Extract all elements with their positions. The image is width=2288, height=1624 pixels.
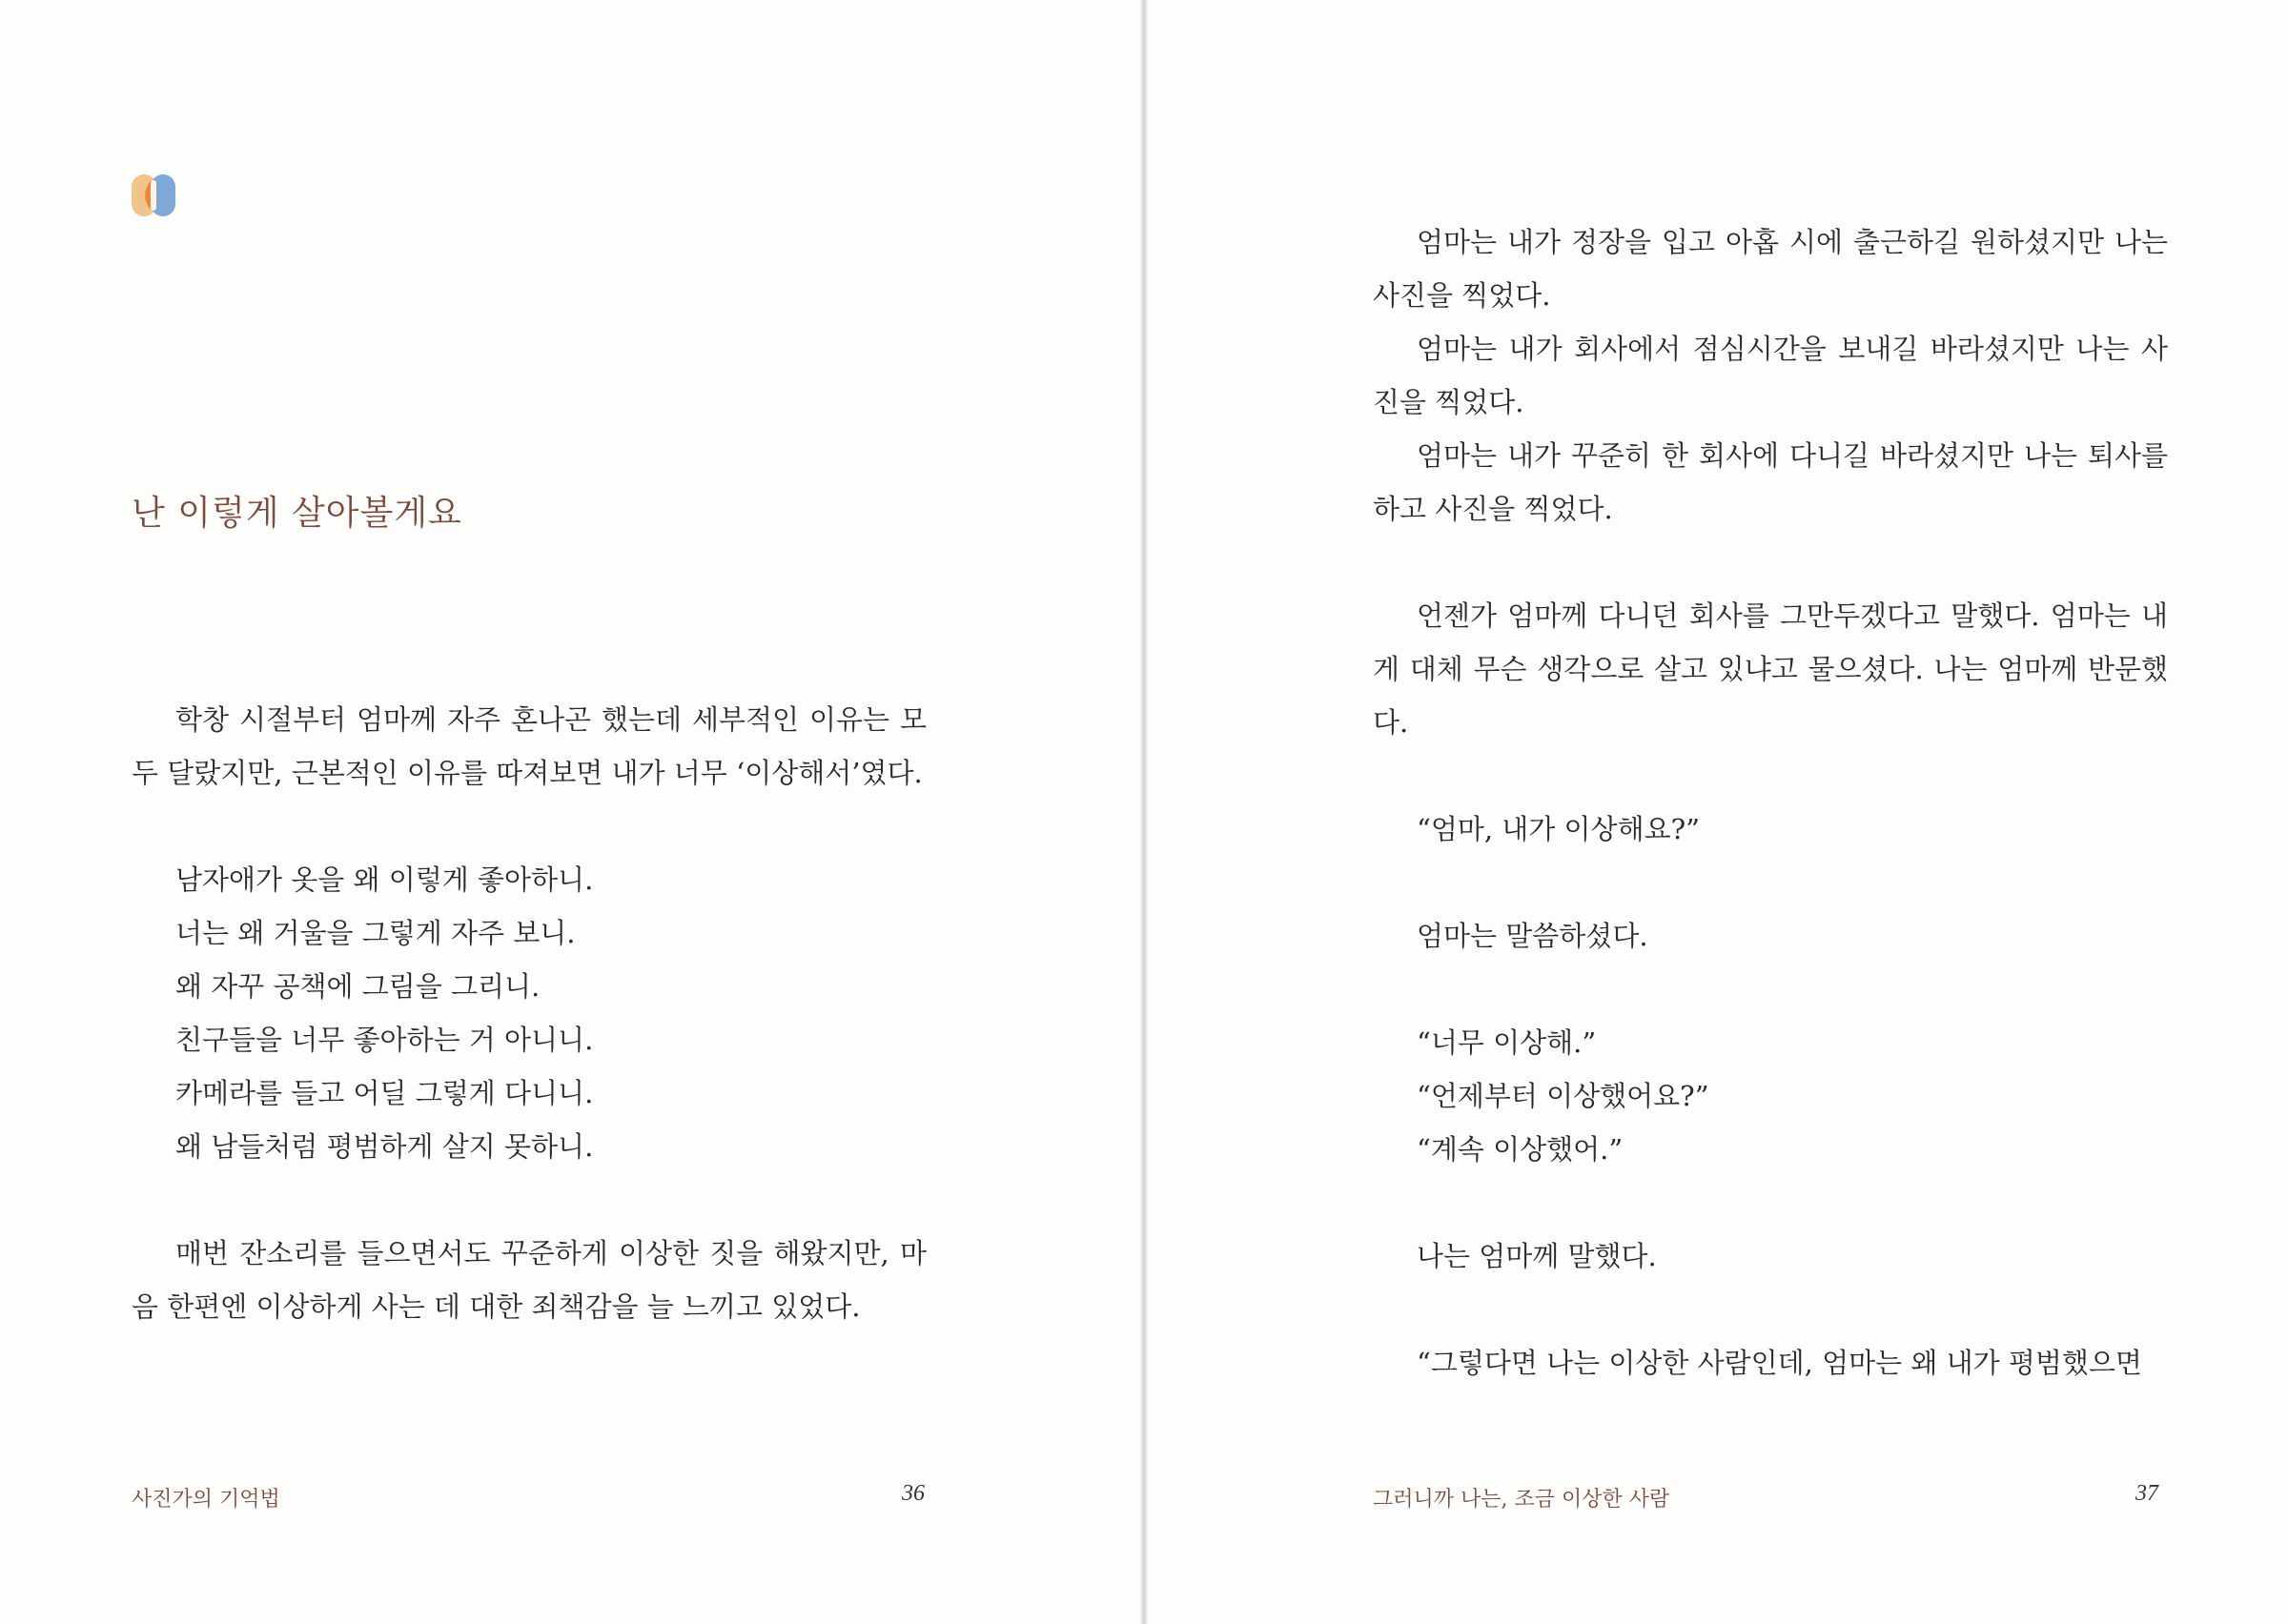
right-body-text xyxy=(1373,215,2168,1390)
paragraph: “계속 이상했어.” xyxy=(1417,1133,1624,1166)
paragraph: “엄마, 내가 이상해요?” xyxy=(1417,813,1700,845)
left-page xyxy=(0,0,1140,1624)
paragraph: 너는 왜 거울을 그렇게 자주 보니. xyxy=(175,917,576,949)
paragraph: 왜 남들처럼 평범하게 살지 못하니. xyxy=(175,1130,594,1163)
paragraph: 카메라를 들고 어딜 그렇게 다니니. xyxy=(175,1077,594,1109)
book-title-footer: 사진가의 기억법 xyxy=(132,1488,280,1512)
paragraph-gap xyxy=(1373,1283,2168,1336)
paragraph: 엄마는 내가 꾸준히 한 회사에 다니길 바라셨지만 나는 퇴사를 하고 사진을 찍었다. xyxy=(1373,439,2168,525)
paragraph-gap xyxy=(1373,963,2168,1016)
paragraph-gap xyxy=(1373,856,2168,909)
paragraph-gap xyxy=(132,800,927,853)
page-number-right: 37 xyxy=(2135,1481,2158,1506)
paragraph: 엄마는 내가 회사에서 점심시간을 보내길 바라셨지만 나는 사진을 찍었다. xyxy=(1373,333,2168,418)
paragraph: “너무 이상해.” xyxy=(1417,1026,1597,1059)
paragraph: 학창 시절부터 엄마께 자주 혼나곤 했는데 세부적인 이유는 모두 달랐지만, 근본적인 이유를 따져보면 내가 너무 ‘이상해서’였다. xyxy=(132,703,927,789)
paragraph: 매번 잔소리를 들으면서도 꾸준하게 이상한 짓을 해왔지만, 마음 한편엔 이상하게 사는 데 대한 죄책감을 늘 느끼고 있었다. xyxy=(132,1237,927,1323)
publisher-logo-icon xyxy=(130,172,177,219)
paragraph: “언제부터 이상했어요?” xyxy=(1417,1080,1709,1112)
paragraph-gap xyxy=(1373,1176,2168,1229)
paragraph: 왜 자꾸 공책에 그림을 그리니. xyxy=(175,970,541,1003)
paragraph: 언젠가 엄마께 다니던 회사를 그만두겠다고 말했다. 엄마는 내게 대체 무슨 생각으로 살고 있냐고 물으셨다. 나는 엄마께 반문했다. xyxy=(1373,599,2168,739)
paragraph-gap xyxy=(1373,749,2168,802)
paragraph: “그렇다면 나는 이상한 사람인데, 엄마는 왜 내가 평범했으면 xyxy=(1417,1347,2142,1379)
right-page xyxy=(1148,0,2288,1624)
paragraph: 엄마는 말씀하셨다. xyxy=(1417,920,1648,952)
page-number-left: 36 xyxy=(902,1481,925,1506)
paragraph: 엄마는 내가 정장을 입고 아홉 시에 출근하길 원하셨지만 나는 사진을 찍었다. xyxy=(1373,226,2168,312)
chapter-title: 난 이렇게 살아볼게요 xyxy=(132,494,462,533)
paragraph: 남자애가 옷을 왜 이렇게 좋아하니. xyxy=(175,863,594,896)
book-gutter xyxy=(1140,0,1148,1624)
chapter-title-footer: 그러니까 나는, 조금 이상한 사람 xyxy=(1373,1488,1670,1512)
paragraph: 친구들을 너무 좋아하는 거 아니니. xyxy=(175,1024,594,1056)
left-body-text xyxy=(132,693,927,1333)
paragraph-gap xyxy=(132,1173,927,1227)
paragraph: 나는 엄마께 말했다. xyxy=(1417,1240,1657,1272)
paragraph-gap xyxy=(1373,536,2168,589)
